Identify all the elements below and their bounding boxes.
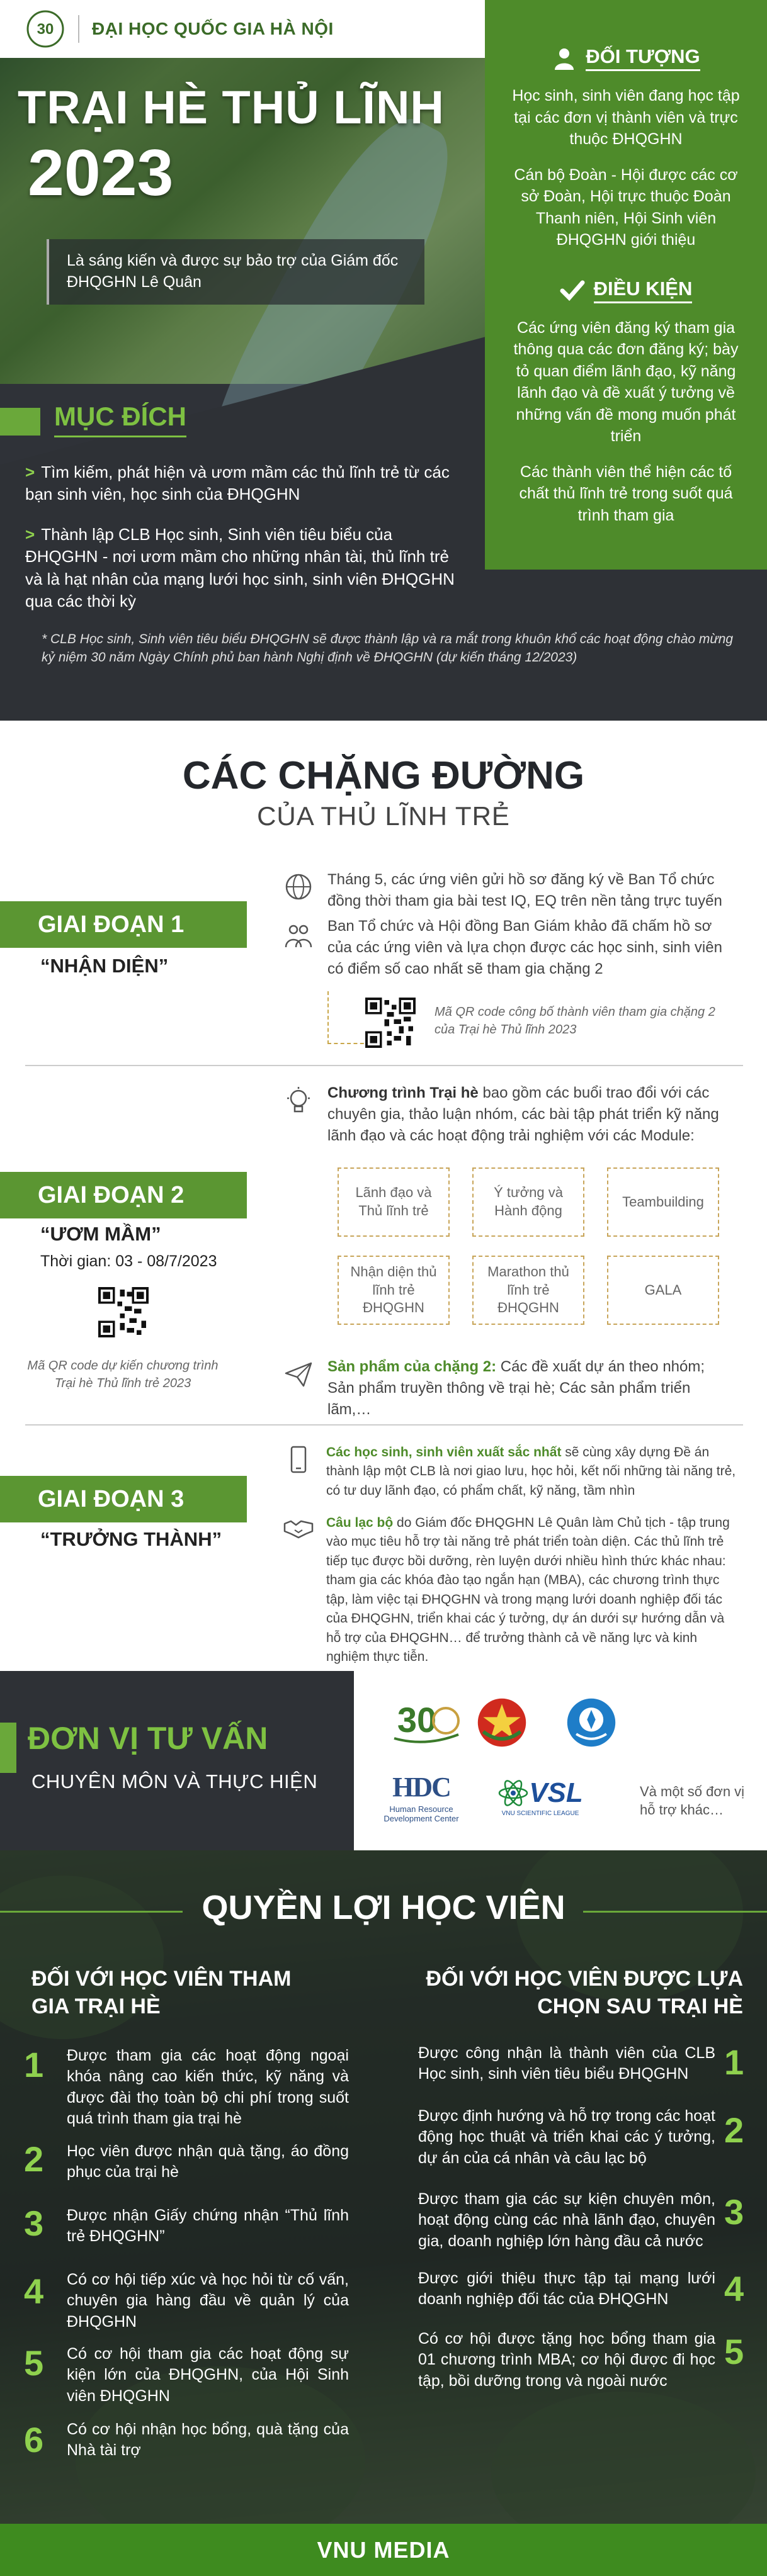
student-association-logo-icon <box>538 1692 645 1753</box>
hrdc-logo-text: HDC <box>392 1771 450 1803</box>
conditions-title: ĐIỀU KIỆN <box>594 278 693 303</box>
benefit-left-item-4: Có cơ hội tiếp xúc và học hỏi từ cố vấn, chuyên gia hàng đầu về quản lý của ĐHQGHN <box>67 2271 349 2331</box>
stage2-name: “ƯƠM MẦM” <box>40 1223 161 1245</box>
benefit-left-item-1: Được tham gia các hoạt động ngoại khóa nâng cao kiến thức, kỹ năng và được đài thọ toàn bộ chi phí trong suốt quá trình tham gia trại hè <box>67 2047 349 2127</box>
benefit-right-number-4: 4 <box>724 2269 744 2309</box>
advisors-left <box>0 1671 354 1850</box>
conditions-heading <box>508 278 744 303</box>
footer-text: VNU MEDIA <box>317 2536 450 2563</box>
stage2-product-rest: Các đề xuất dự án theo nhóm; Sản phẩm truyền thông về trại hè; Các sản phẩm triển lãm,… <box>327 1358 705 1419</box>
stage3-label: GIAI ĐOẠN 3 <box>0 1476 247 1522</box>
stage2-product <box>327 1356 730 1420</box>
atom-icon <box>497 1777 529 1809</box>
stage3-name: “TRƯỞNG THÀNH” <box>40 1528 222 1550</box>
module-identify-leader: Nhận diện thủ lĩnh trẻ ĐHQGHN <box>338 1256 450 1325</box>
stage2-program-lead: Chương trình Trại hè <box>327 1084 479 1101</box>
benefit-right-item-5: Có cơ hội được tặng học bổng tham gia 01 chương trình MBA; cơ hội được đi học tập, bồi dưỡng trong và ngoài nước <box>418 2330 715 2390</box>
lightbulb-icon <box>283 1086 314 1116</box>
stage2-program-rest: bao gồm các buổi trao đổi với các chuyên gia, thảo luận nhóm, các bài tập phát triển kỹ năng lãnh đạo và các hoạt động trải nghiệm với các Module: <box>327 1084 719 1145</box>
stage1-label: GIAI ĐOẠN 1 <box>0 901 247 948</box>
benefit-right-item-1: Được công nhận là thành viên của CLB Học sinh, sinh viên tiêu biểu ĐHQGHN <box>418 2044 715 2083</box>
stage3-item-1-lead: Các học sinh, sinh viên xuất sắc nhất <box>326 1445 562 1460</box>
vsl-logo-caption: VNU SCIENTIFIC LEAGUE <box>501 1809 579 1817</box>
advisors-section <box>0 1671 767 1850</box>
benefit-right-number-3: 3 <box>724 2192 744 2232</box>
benefit-left-number-4: 4 <box>24 2271 44 2311</box>
phone-icon <box>283 1444 314 1475</box>
module-ideas-action: Ý tưởng và Hành động <box>472 1167 584 1237</box>
vnu-30-years-logo-icon <box>388 1690 463 1753</box>
module-leadership: Lãnh đạo và Thủ lĩnh trẻ <box>338 1167 450 1237</box>
stage3-item-1 <box>326 1443 742 1500</box>
header-divider <box>78 15 79 43</box>
hero-title: TRẠI HÈ THỦ LĨNH <box>18 81 445 133</box>
benefit-left-number-5: 5 <box>24 2343 44 2383</box>
conditions-para-1: Các ứng viên đăng ký tham gia thông qua các đơn đăng ký; bày tỏ quan điểm lãnh đạo, kỹ năng lãnh đạo và đề xuất ý tưởng về những vấn đề mong muốn phát triển <box>513 318 739 445</box>
stage2-program <box>327 1083 730 1147</box>
vsl-logo-icon <box>477 1765 603 1828</box>
target-conditions-panel <box>485 0 767 570</box>
benefit-left-item-6: Có cơ hội nhận học bổng, quà tặng của Nhà tài trợ <box>67 2421 349 2460</box>
purpose-item-2 <box>25 524 460 612</box>
benefit-right-item-3: Được tham gia các sự kiện chuyên môn, hoạt động cùng các nhà lãnh đạo, chuyên gia, doanh nghiệp lớn hàng đầu cả nước <box>418 2190 715 2250</box>
handshake-icon <box>283 1512 314 1543</box>
stage-divider-2 <box>25 1424 743 1426</box>
university-name: ĐẠI HỌC QUỐC GIA HÀ NỘI <box>92 19 334 38</box>
module-teambuilding: Teambuilding <box>607 1167 719 1237</box>
group-icon <box>283 921 314 951</box>
arrow-icon: > <box>25 463 35 481</box>
target-para-1: Học sinh, sinh viên đang học tập tại các đơn vị thành viên và trực thuộc ĐHQGHN <box>512 87 740 148</box>
purpose-accent-bar <box>0 408 40 436</box>
conditions-para-2: Các thành viên thể hiện các tố chất thủ lĩnh trẻ trong suốt quá trình tham gia <box>519 463 733 524</box>
benefit-left-number-1: 1 <box>24 2045 44 2084</box>
purpose-item-1-text: Tìm kiếm, phát hiện và ươm mầm các thủ lĩnh trẻ từ các bạn sinh viên, học sinh của ĐHQGHN <box>25 463 450 504</box>
benefit-right-item-4: Được giới thiệu thực tập tại mạng lưới doanh nghiệp đối tác của ĐHQGHN <box>418 2269 715 2309</box>
stage-divider-1 <box>25 1065 743 1066</box>
benefit-left-number-2: 2 <box>24 2139 44 2179</box>
stage2-qr-code[interactable] <box>98 1287 149 1337</box>
logo-number: 30 <box>37 21 54 38</box>
youth-union-logo-icon <box>467 1692 537 1753</box>
purpose-title: MỤC ĐÍCH <box>54 402 186 437</box>
target-title: ĐỐI TƯỢNG <box>586 45 700 71</box>
benefit-right-number-1: 1 <box>724 2042 744 2082</box>
checkmark-icon <box>560 278 585 303</box>
vsl-logo-text: VSL <box>529 1777 583 1808</box>
target-para-2: Cán bộ Đoàn - Hội được các cơ sở Đoàn, Hội trực thuộc Đoàn Thanh niên, Hội Sinh viên ĐHQGHN giới thiệu <box>514 166 738 249</box>
paper-plane-icon <box>283 1359 314 1390</box>
vnu-30-logo-icon <box>25 9 65 49</box>
target-heading <box>508 45 744 71</box>
hrdc-logo-icon <box>374 1765 469 1828</box>
benefit-left-item-2: Học viên được nhận quà tặng, áo đồng phục của trại hè <box>67 2142 349 2181</box>
stage2-time: Thời gian: 03 - 08/7/2023 <box>40 1252 217 1270</box>
purpose-note: * CLB Học sinh, Sinh viên tiêu biểu ĐHQGHN sẽ được thành lập và ra mắt trong khuôn khổ các hoạt động chào mừng kỷ niệm 30 năm Ngày Chính phủ ban hành Nghị định về ĐHQGHN (dự kiến tháng 12/2023) <box>42 632 734 665</box>
stages-title: CÁC CHẶNG ĐƯỜNG <box>182 754 585 797</box>
stages-subtitle: CỦA THỦ LĨNH TRẺ <box>257 801 510 831</box>
advisors-more: Và một số đơn vị hỗ trợ khác… <box>640 1784 745 1818</box>
hero-header <box>0 0 485 58</box>
stage3-item-1-rest: sẽ cùng xây dựng Đề án thành lập một CLB là nơi giao lưu, học hỏi, kết nối những tài năng trẻ, có tư duy lãnh đạo, có phẩm chất, kỹ năng, tầm nhìn <box>326 1445 736 1498</box>
logo-number: 30 <box>397 1700 437 1740</box>
purpose-item-1 <box>25 461 460 506</box>
vsl-logo-mark <box>497 1777 583 1809</box>
globe-icon <box>283 872 314 902</box>
module-marathon: Marathon thủ lĩnh trẻ ĐHQGHN <box>472 1256 584 1325</box>
advisors-subtitle: CHUYÊN MÔN VÀ THỰC HIỆN <box>31 1770 318 1792</box>
hero-subtitle: Là sáng kiến và được sự bảo trợ của Giám đốc ĐHQGHN Lê Quân <box>47 239 424 305</box>
stage2-product-lead: Sản phẩm của chặng 2: <box>327 1358 497 1375</box>
stage1-item-1: Tháng 5, các ứng viên gửi hồ sơ đăng ký về Ban Tổ chức đồng thời tham gia bài test IQ, EQ trên nền tảng trực tuyến <box>327 871 722 910</box>
advisors-accent-bar <box>0 1723 16 1773</box>
stage1-item-2: Ban Tổ chức và Hội đồng Ban Giám khảo đã chấm hồ sơ của các ứng viên và lựa chọn được các học sinh, sinh viên có điểm số cao nhất sẽ tham gia chặng 2 <box>327 918 722 978</box>
benefit-right-number-2: 2 <box>724 2110 744 2150</box>
advisors-logos <box>354 1671 767 1850</box>
hero-year: 2023 <box>28 137 174 210</box>
stage1-qr-caption: Mã QR code công bố thành viên tham gia chặng 2 của Trại hè Thủ lĩnh 2023 <box>435 1005 715 1037</box>
stage1-qr-code[interactable] <box>365 998 416 1048</box>
benefit-left-number-6: 6 <box>24 2420 44 2460</box>
stage1-name: “NHẬN DIỆN” <box>40 955 169 977</box>
advisors-title: ĐƠN VỊ TƯ VẤN <box>28 1721 268 1756</box>
person-icon <box>552 46 577 71</box>
module-gala: GALA <box>607 1256 719 1325</box>
benefits-section <box>0 1850 767 2524</box>
purpose-item-2-text: Thành lập CLB Học sinh, Sinh viên tiêu biểu của ĐHQGHN - nơi ươm mầm cho những nhân tài, thủ lĩnh trẻ và là hạt nhân của mạng lưới học sinh, sinh viên ĐHQGHN qua các thời kỳ <box>25 525 455 611</box>
stage3-item-2-lead: Câu lạc bộ <box>326 1516 394 1530</box>
benefit-left-item-3: Được nhận Giấy chứng nhận “Thủ lĩnh trẻ ĐHQGHN” <box>67 2207 349 2246</box>
arrow-icon: > <box>25 525 35 544</box>
benefit-right-item-2: Được định hướng và hỗ trợ trong các hoạt động học thuật và triển khai các ý tưởng, dự án của cá nhân và câu lạc bộ <box>418 2107 715 2167</box>
stages-section <box>0 721 767 1671</box>
stage2-qr-caption: Mã QR code dự kiến chương trình Trại hè Thủ lĩnh trẻ 2023 <box>27 1359 219 1390</box>
stage3-item-2-rest: do Giám đốc ĐHQGHN Lê Quân làm Chủ tịch - tập trung vào mục tiêu hỗ trợ tài năng trẻ phát triển toàn diện. Các thủ lĩnh trẻ tiếp tục được bồi dưỡng, rèn luyện dưới nhiều hình thức khác nhau: tham gia các khóa đào tạo ngắn hạn (MBA), các chương trình thực tập, làm việc tại ĐHQGHN và trong mạng lưới doanh nghiệp đối tác của ĐHQGHN, triển khai các ý tưởng, dự án dưới sự hướng dẫn và hỗ trợ của ĐHQGHN… để trưởng thành cả về năng lực và kinh nghiệm thực tiễn. <box>326 1516 730 1665</box>
stage2-label: GIAI ĐOẠN 2 <box>0 1172 247 1218</box>
benefits-title: QUYỀN LỢI HỌC VIÊN <box>202 1889 565 1926</box>
hrdc-logo-caption: Human Resource Development Center <box>383 1804 459 1823</box>
hero-section <box>0 0 767 721</box>
benefits-left-title: ĐỐI VỚI HỌC VIÊN THAM GIA TRẠI HÈ <box>31 1967 292 2019</box>
benefit-left-number-3: 3 <box>24 2203 44 2243</box>
benefit-left-item-5: Có cơ hội tham gia các hoạt động sự kiện lớn của ĐHQGHN, của Hội Sinh viên ĐHQGHN <box>67 2345 349 2405</box>
benefit-right-number-5: 5 <box>724 2332 744 2371</box>
footer <box>0 2524 767 2576</box>
stage3-item-2 <box>326 1514 742 1667</box>
benefits-right-title: ĐỐI VỚI HỌC VIÊN ĐƯỢC LỰA CHỌN SAU TRẠI HÈ <box>426 1967 743 2019</box>
